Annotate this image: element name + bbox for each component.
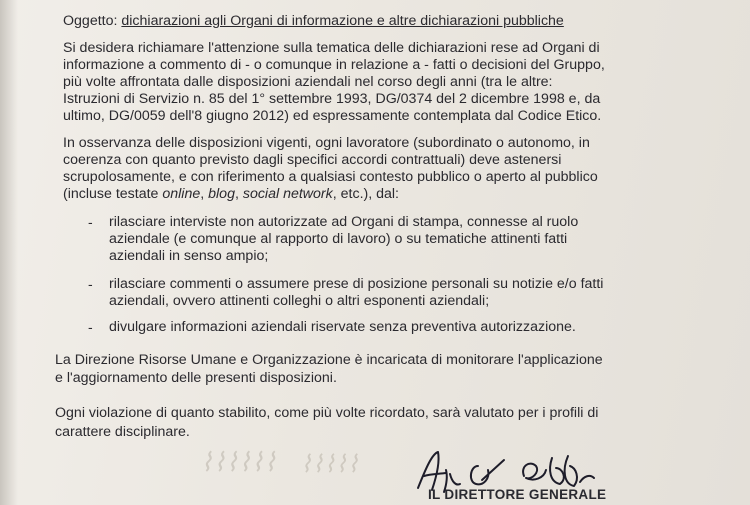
- paragraph-1-line: più volte affrontata dalle disposizioni aziendali nel corso degli anni (tra le altre:: [63, 74, 553, 90]
- separator: ,: [234, 186, 243, 202]
- paragraph-1-line: Istruzioni di Servizio n. 85 del 1° settembre 1993, DG/0374 del 2 dicembre 1998 e, da: [63, 91, 601, 107]
- bullet-marker: -: [88, 276, 93, 292]
- bleed-through-mark: ⌇⌇⌇⌇⌇: [300, 450, 359, 478]
- bleed-through-mark: ⌇⌇⌇⌇⌇⌇: [200, 448, 277, 478]
- paragraph-1-line: informazione a commento di - o comunque in relazione a - fatti o decisioni del Gruppo,: [63, 57, 605, 73]
- bullet-2-line: aziendali, ovvero attinenti colleghi o altri esponenti aziendali;: [109, 293, 490, 309]
- paragraph-3-line: e l'aggiornamento delle presenti disposizioni.: [55, 370, 337, 386]
- paragraph-4-line: carattere disciplinare.: [55, 424, 190, 440]
- paragraph-2-line: In osservanza delle disposizioni vigenti, ogni lavoratore (subordinato o autonomo, in: [63, 135, 590, 151]
- paragraph-1-line: Si desidera richiamare l'attenzione sulla tematica delle dichiarazioni rese ad Organi di: [63, 40, 600, 56]
- bullet-1-line: rilasciare interviste non autorizzate ad Organi di stampa, connesse al ruolo: [109, 214, 579, 230]
- text-prefix: (incluse testate: [63, 186, 163, 202]
- term-online: online: [162, 186, 201, 202]
- subject-line: [63, 13, 564, 30]
- separator: ,: [200, 186, 209, 202]
- bullet-1-line: aziendale (e comunque al rapporto di lavoro) o su tematiche attinenti fatti: [109, 231, 568, 247]
- paragraph-4-line: Ogni violazione di quanto stabilito, come più volte ricordato, sarà valutato per i profili di: [55, 405, 599, 421]
- bullet-marker: -: [88, 319, 93, 335]
- bullet-marker: -: [88, 214, 93, 230]
- text-suffix: , etc.), dal:: [332, 186, 399, 202]
- page-shadow: [0, 0, 18, 505]
- paragraph-2-line: [63, 186, 399, 203]
- paragraph-1-line: ultimo, DG/0059 dell'8 giugno 2012) ed espressamente contemplata dal Codice Etico.: [63, 108, 602, 124]
- term-social-network: social network: [242, 186, 333, 202]
- subject-title: dichiarazioni agli Organi di informazione e altre dichiarazioni pubbliche: [121, 13, 564, 29]
- bullet-3-line: divulgare informazioni aziendali riservate senza preventiva autorizzazione.: [109, 319, 576, 335]
- bullet-1-line: aziendali in senso ampio;: [109, 248, 269, 264]
- paragraph-2-line: scrupolosamente, e con riferimento a qualsiasi contesto pubblico o aperto al pubblico: [63, 169, 598, 185]
- subject-label: Oggetto:: [63, 13, 118, 29]
- signature-title: IL DIRETTORE GENERALE: [428, 487, 607, 502]
- bullet-2-line: rilasciare commenti o assumere prese di posizione personali su notizie e/o fatti: [109, 276, 604, 292]
- paragraph-2-line: coerenza con quanto previsto dagli specifici accordi contrattuali) deve astenersi: [63, 152, 562, 168]
- paragraph-3-line: La Direzione Risorse Umane e Organizzazione è incaricata di monitorare l'applicazione: [55, 352, 603, 368]
- term-blog: blog: [208, 186, 235, 202]
